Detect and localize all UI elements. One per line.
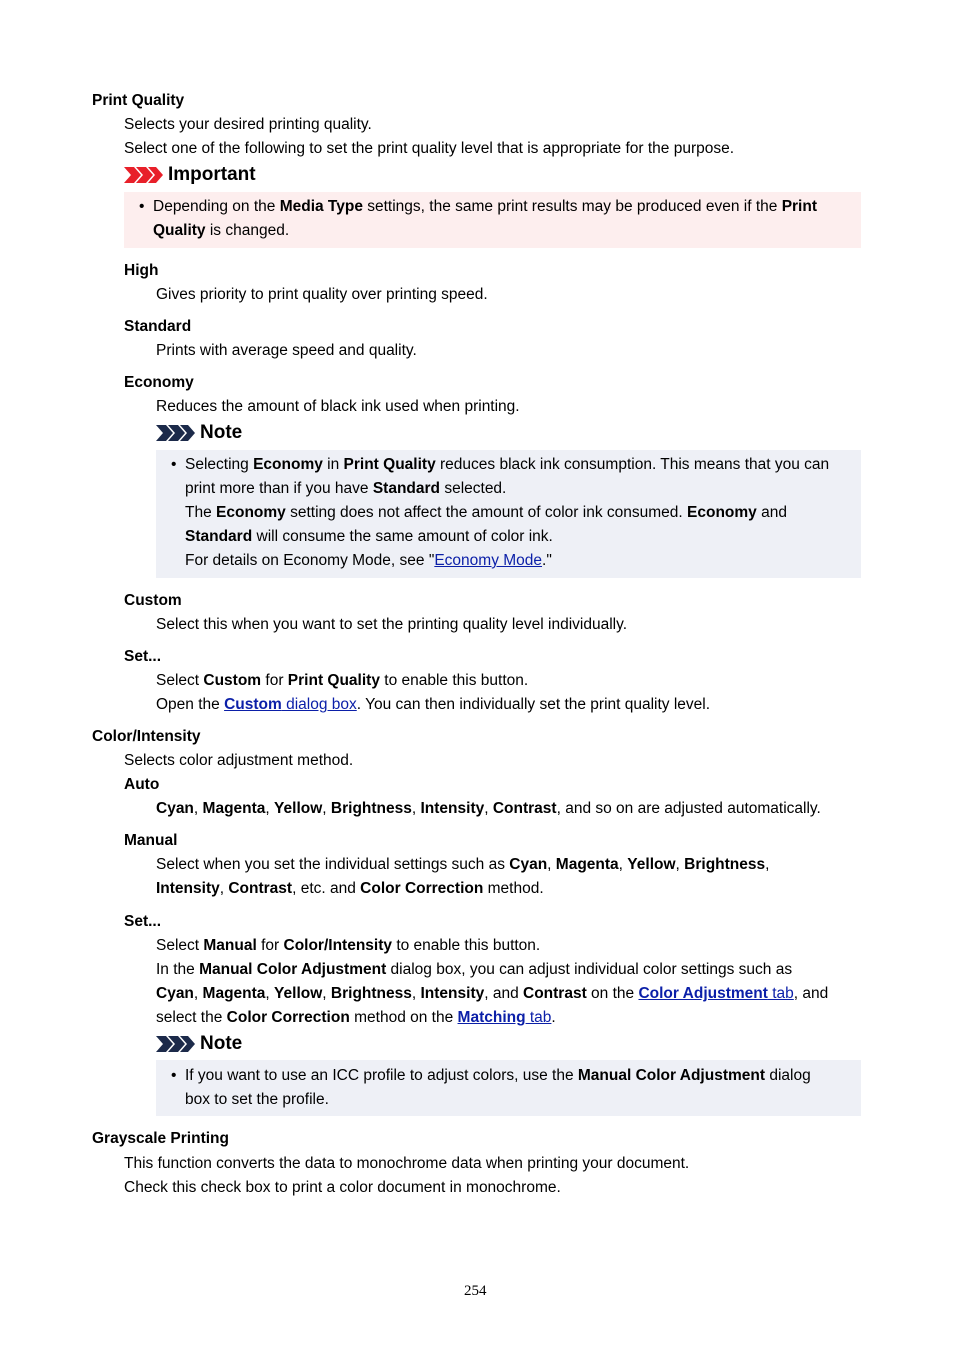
print-quality-desc-2: Select one of the following to set the print quality level that is appropriate for the purpose. — [124, 140, 735, 157]
option-desc-high: Gives priority to print quality over printing speed. — [156, 286, 488, 303]
option-title-custom: Custom — [124, 592, 182, 609]
section-title-grayscale-printing: Grayscale Printing — [92, 1130, 229, 1147]
grayscale-desc-1: This function converts the data to monochrome data when printing your document. — [124, 1155, 690, 1172]
bullet: • — [139, 198, 145, 215]
option-desc-standard: Prints with average speed and quality. — [156, 342, 417, 359]
set2-line-2: In the Manual Color Adjustment dialog box, you can adjust individual color settings such as — [156, 961, 793, 978]
option-desc-custom: Select this when you want to set the printing quality level individually. — [156, 616, 628, 633]
set2-line-4: select the Color Correction method on the Matching tab. — [156, 1009, 556, 1026]
manual-line-2: Intensity, Contrast, etc. and Color Correction method. — [156, 880, 544, 897]
note1-line-2: print more than if you have Standard selected. — [185, 480, 507, 497]
section-title-print-quality: Print Quality — [92, 92, 185, 109]
option-title-set-2: Set... — [124, 913, 162, 930]
option-title-economy: Economy — [124, 374, 194, 391]
color-adjustment-tab-link[interactable]: Color Adjustment tab — [638, 985, 794, 1002]
note2-line-2: box to set the profile. — [185, 1091, 329, 1108]
important-text-line-2: Quality is changed. — [153, 222, 290, 239]
set2-line-3: Cyan, Magenta, Yellow, Brightness, Intensity, and Contrast on the Color Adjustment tab, and — [156, 985, 829, 1002]
option-title-manual: Manual — [124, 832, 178, 849]
manual-line-1: Select when you set the individual settings such as Cyan, Magenta, Yellow, Brightness, — [156, 856, 770, 873]
important-label: Important — [168, 164, 256, 185]
note1-line-5: For details on Economy Mode, see "Economy Mode." — [185, 552, 552, 569]
option-title-auto: Auto — [124, 776, 160, 793]
bullet: • — [171, 456, 177, 473]
bullet: • — [171, 1067, 177, 1084]
option-desc-auto: Cyan, Magenta, Yellow, Brightness, Intensity, Contrast, and so on are adjusted automatically. — [156, 800, 821, 817]
option-title-standard: Standard — [124, 318, 192, 335]
option-title-set-1: Set... — [124, 648, 162, 665]
important-text-line-1: Depending on the Media Type settings, the same print results may be produced even if the Print — [153, 198, 817, 215]
option-desc-economy: Reduces the amount of black ink used when printing. — [156, 398, 520, 415]
note-chevrons-icon — [156, 425, 196, 441]
important-chevrons-icon — [124, 167, 164, 183]
grayscale-desc-2: Check this check box to print a color document in monochrome. — [124, 1179, 561, 1196]
economy-mode-link[interactable]: Economy Mode — [434, 552, 543, 569]
note-label: Note — [200, 422, 243, 443]
set1-line-1: Select Custom for Print Quality to enable this button. — [156, 672, 529, 689]
note1-line-3: The Economy setting does not affect the amount of color ink consumed. Economy and — [185, 504, 787, 521]
section-title-color-intensity: Color/Intensity — [92, 728, 201, 745]
set2-line-1: Select Manual for Color/Intensity to enable this button. — [156, 937, 541, 954]
set1-line-2: Open the Custom dialog box. You can then individually set the print quality level. — [156, 696, 711, 713]
note1-line-1: Selecting Economy in Print Quality reduces black ink consumption. This means that you can — [185, 456, 830, 473]
note2-line-1: If you want to use an ICC profile to adjust colors, use the Manual Color Adjustment dialog — [185, 1067, 811, 1084]
print-quality-desc-1: Selects your desired printing quality. — [124, 116, 372, 133]
matching-tab-link[interactable]: Matching tab — [457, 1009, 552, 1026]
note-chevrons-icon — [156, 1036, 196, 1052]
custom-dialog-link[interactable]: Custom dialog box — [224, 696, 357, 713]
note1-line-4: Standard will consume the same amount of color ink. — [185, 528, 553, 545]
option-title-high: High — [124, 262, 159, 279]
page-number: 254 — [464, 1283, 487, 1299]
color-intensity-desc: Selects color adjustment method. — [124, 752, 354, 769]
note-label: Note — [200, 1033, 243, 1054]
